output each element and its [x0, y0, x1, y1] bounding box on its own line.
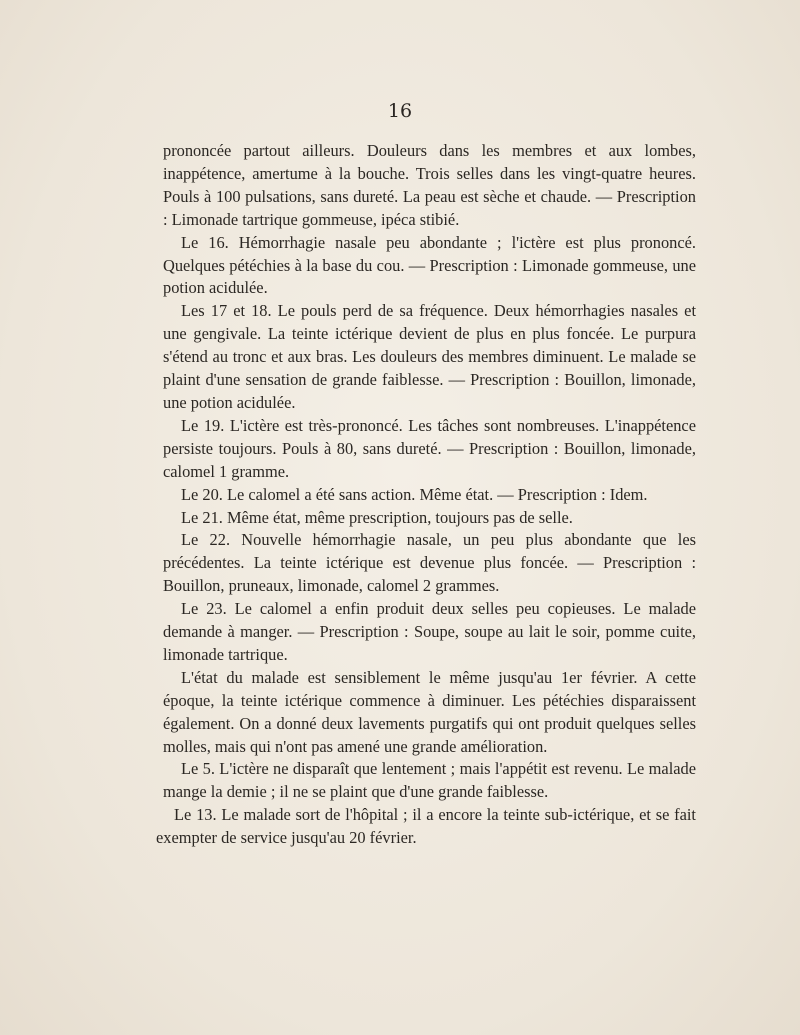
paragraph-3: Les 17 et 18. Le pouls perd de sa fréquence. Deux hémorrhagies nasales et une gengivale. La teinte ictérique devient de plus en plus foncée. Le purpura s'étend au tronc et aux bras. Les douleurs des membres diminuent. Le malade se plaint d'une sensation de grande faiblesse. — Prescription : Bouillon, limonade, une potion acidulée.: [163, 301, 696, 412]
body-text: [156, 140, 696, 850]
paragraph-6: Le 21. Même état, même prescription, toujours pas de selle.: [181, 507, 573, 527]
paragraph-7: Le 22. Nouvelle hémorrhagie nasale, un peu plus abondante que les précédentes. La teinte ictérique est devenue plus foncée. — Prescription : Bouillon, pruneaux, limonade, calomel 2 grammes.: [163, 530, 696, 596]
paragraph-2: Le 16. Hémorrhagie nasale peu abondante ; l'ictère est plus prononcé. Quelques pétéchies à la base du cou. — Prescription : Limonade gommeuse, une potion acidulée.: [163, 232, 696, 298]
paragraph-11: Le 13. Le malade sort de l'hôpital ; il a encore la teinte sub-ictérique, et se fait exempter de service jusqu'au 20 février.: [156, 805, 696, 848]
paragraph-5: Le 20. Le calomel a été sans action. Même état. — Prescription : Idem.: [181, 484, 648, 504]
paragraph-9: L'état du malade est sensiblement le même jusqu'au 1er février. A cette époque, la teinte ictérique commence à diminuer. Les pétéchies disparaissent également. On a donné deux lavements purgatifs qui ont produit quelques selles molles, mais qui n'ont pas amené une grande amélioration.: [163, 667, 696, 756]
paragraph-4: Le 19. L'ictère est très-prononcé. Les tâches sont nombreuses. L'inappétence persiste toujours. Pouls à 80, sans dureté. — Prescription : Bouillon, limonade, calomel 1 gramme.: [163, 415, 696, 481]
paragraph-8: Le 23. Le calomel a enfin produit deux selles peu copieuses. Le malade demande à manger. — Prescription : Soupe, soupe au lait le soir, pomme cuite, limonade tartrique.: [163, 599, 696, 664]
paragraph-1: prononcée partout ailleurs. Douleurs dans les membres et aux lombes, inappétence, amertume à la bouche. Trois selles dans les vingt-quatre heures. Pouls à 100 pulsations, sans dureté. La peau est sèche et chaude. — Prescription : Limonade tartrique gommeuse, ipéca stibié.: [163, 141, 696, 229]
page-number: 16: [387, 100, 413, 122]
paragraph-10: Le 5. L'ictère ne disparaît que lentement ; mais l'appétit est revenu. Le malade mange la demie ; il ne se plaint que d'une grande faiblesse.: [163, 759, 696, 802]
